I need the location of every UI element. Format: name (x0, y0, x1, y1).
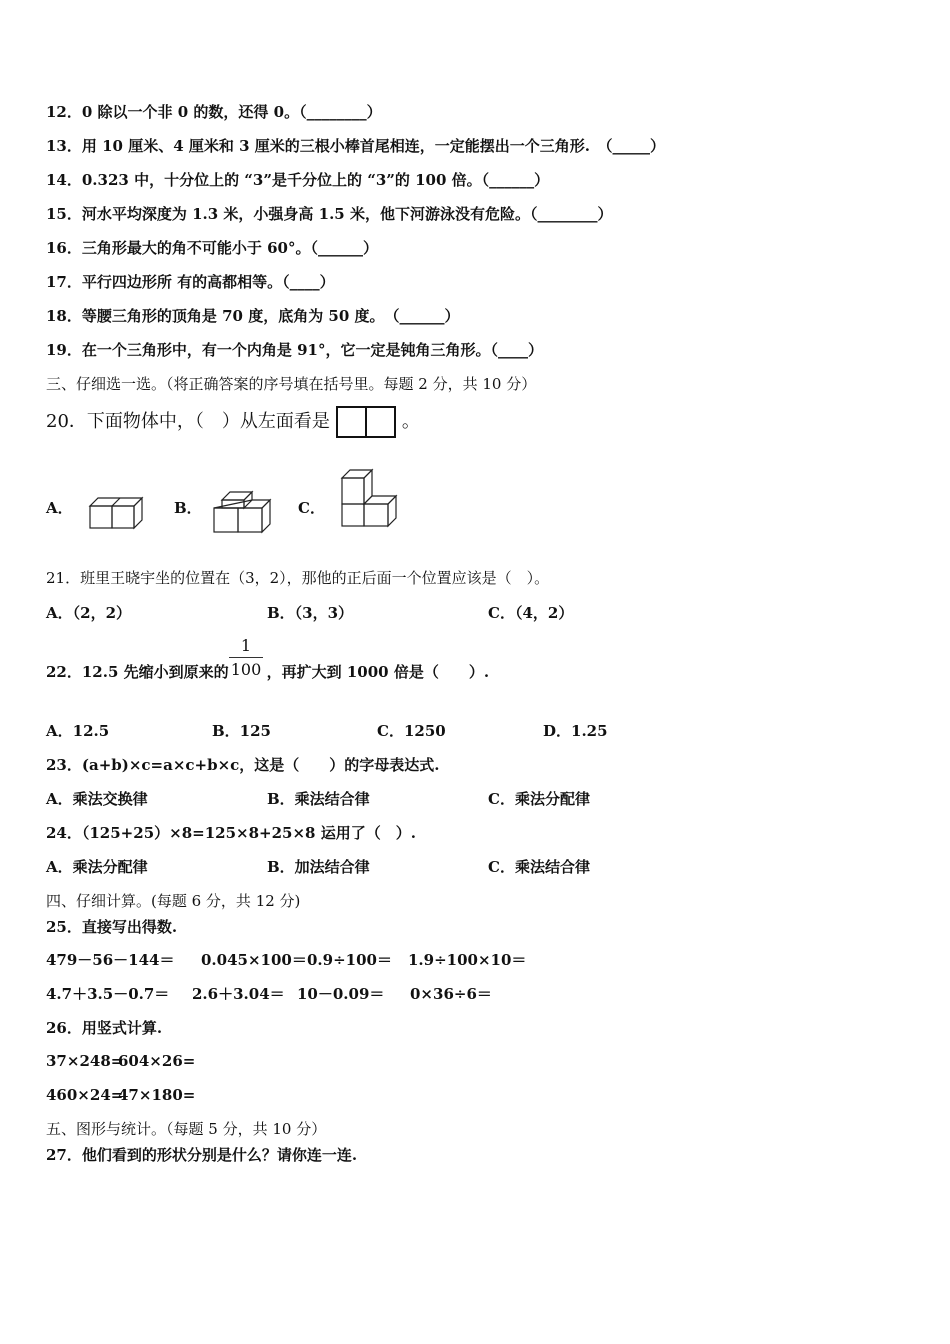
fraction-denominator: 100 (230, 660, 262, 679)
calc-item: 1.9÷100×10＝ (408, 951, 527, 969)
q21-option-c: C．（4，2） (488, 604, 574, 622)
two-square-view-icon (336, 406, 396, 438)
question-24: 24．（125+25）×8=125×8+25×8 运用了（ ）. (46, 824, 416, 842)
question-18: 18．等腰三角形的顶角是 70 度，底角为 50 度。 （______） (46, 307, 460, 325)
calc-item: 4.7＋3.5－0.7＝ (46, 985, 170, 1003)
q20-option-a-cubes-icon (86, 492, 146, 532)
section-4-title: 四、仔细计算。(每题 6 分，共 12 分) (46, 892, 301, 910)
q20-option-c-cubes-icon (336, 466, 402, 530)
fraction-one-hundredth (229, 636, 263, 679)
section-5-title: 五、图形与统计。（每题 5 分，共 10 分） (46, 1120, 327, 1138)
question-17: 17．平行四边形所 有的高都相等。（____） (46, 273, 335, 291)
calc-item: 479－56－144＝ (46, 951, 175, 969)
q22-option-c: C．1250 (377, 722, 446, 740)
q24-option-c: C．乘法结合律 (488, 858, 590, 876)
question-25-title: 25．直接写出得数. (46, 918, 178, 936)
q20-option-b-label: B． (174, 499, 202, 517)
vertical-calc-item: 460×24= (46, 1086, 124, 1104)
question-12: 12．0 除以一个非 0 的数，还得 0。（________） (46, 103, 382, 121)
vertical-calc-item: 37×248= (46, 1052, 124, 1070)
question-20-suffix: 。 (401, 411, 420, 432)
question-15: 15．河水平均深度为 1.3 米，小强身高 1.5 米，他下河游泳没有危险。（________） (46, 205, 613, 223)
vertical-calc-item: 47×180= (118, 1086, 196, 1104)
calc-item: 0.9÷100＝ (307, 951, 392, 969)
q24-option-a: A．乘法分配律 (46, 858, 148, 876)
calc-item: 10－0.09＝ (297, 985, 385, 1003)
q20-option-a-label: A． (46, 499, 73, 517)
question-23: 23．(a+b)×c=a×c+b×c，这是（ ）的字母表达式. (46, 756, 440, 774)
q20-option-c-label: C． (298, 499, 325, 517)
q21-option-a: A．（2，2） (46, 604, 132, 622)
question-13: 13．用 10 厘米、4 厘米和 3 厘米的三根小棒首尾相连，一定能摆出一个三角形. （_____） (46, 137, 665, 155)
q21-option-b: B．（3，3） (267, 604, 354, 622)
q23-option-c: C．乘法分配律 (488, 790, 590, 808)
q23-option-a: A．乘法交换律 (46, 790, 148, 808)
question-22-prefix: 22．12.5 先缩小到原来的 (46, 663, 229, 681)
q22-option-b: B．125 (212, 722, 271, 740)
question-22-suffix: ，再扩大到 1000 倍是（ ）. (266, 663, 490, 681)
question-20-prefix: 20．下面物体中，（ ）从左面看是 (46, 411, 330, 432)
question-27: 27．他们看到的形状分别是什么？请你连一连. (46, 1146, 358, 1164)
question-21: 21．班里王晓宇坐的位置在（3，2），那他的正后面一个位置应该是（ ）。 (46, 569, 550, 587)
q22-option-d: D．1.25 (543, 722, 608, 740)
question-20 (46, 406, 420, 438)
section-3-title: 三、仔细选一选。（将正确答案的序号填在括号里。每题 2 分，共 10 分） (46, 375, 537, 393)
q23-option-b: B．乘法结合律 (267, 790, 370, 808)
question-19: 19．在一个三角形中，有一个内角是 91°，它一定是钝角三角形。（____） (46, 341, 543, 359)
calc-item: 2.6＋3.04＝ (192, 985, 285, 1003)
q24-option-b: B．加法结合律 (267, 858, 370, 876)
question-14: 14．0.323 中，十分位上的 “3”是千分位上的 “3”的 100 倍。（______） (46, 171, 550, 189)
q22-option-a: A．12.5 (46, 722, 110, 740)
q20-option-b-cubes-icon (208, 486, 272, 536)
fraction-numerator: 1 (240, 636, 252, 655)
vertical-calc-item: 604×26= (118, 1052, 196, 1070)
question-16: 16．三角形最大的角不可能小于 60°。（______） (46, 239, 378, 257)
question-26-title: 26．用竖式计算. (46, 1019, 163, 1037)
question-22 (46, 662, 489, 682)
calc-item: 0×36÷6＝ (410, 985, 492, 1003)
calc-item: 0.045×100＝ (201, 951, 307, 969)
